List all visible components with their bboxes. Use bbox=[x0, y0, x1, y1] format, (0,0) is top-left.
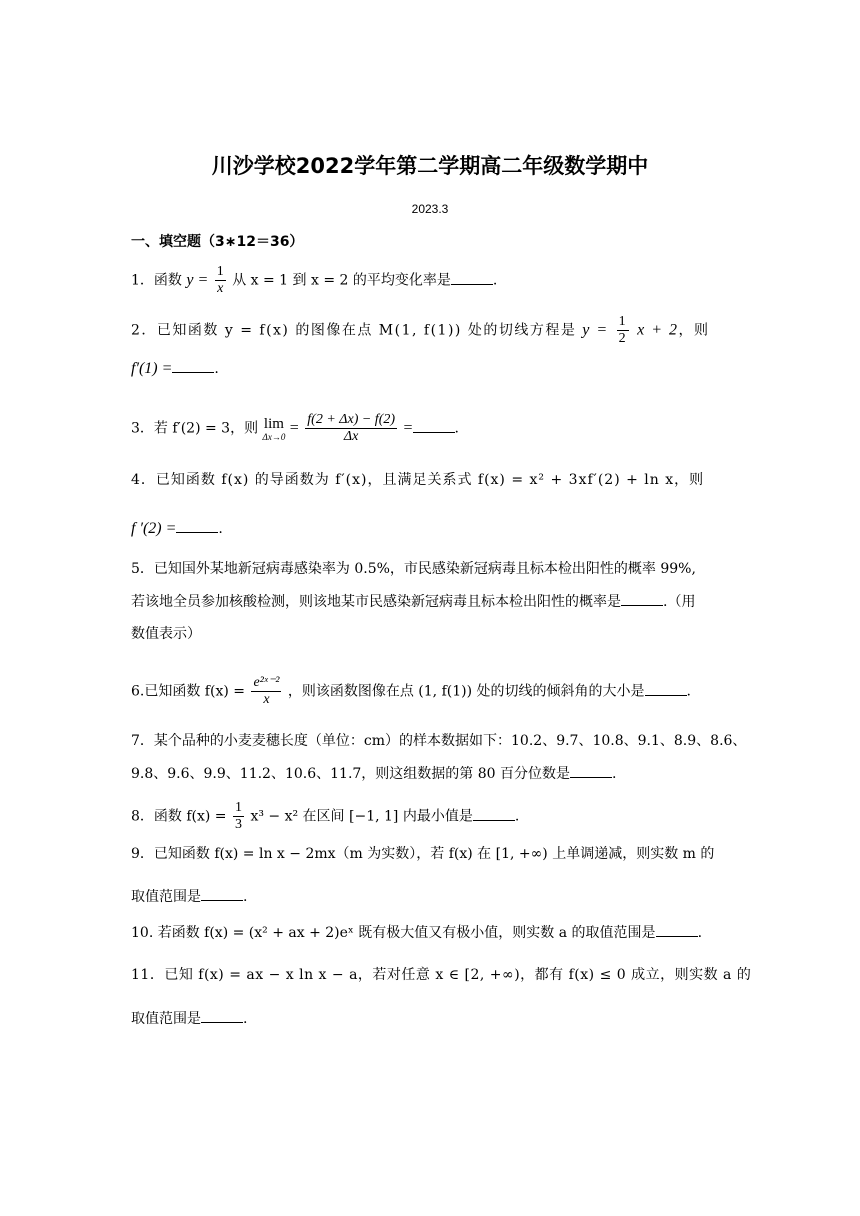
answer-blank[interactable] bbox=[413, 418, 455, 433]
q8-end: . bbox=[514, 808, 520, 825]
answer-blank[interactable] bbox=[176, 518, 218, 533]
question-5-line-2 bbox=[131, 591, 695, 612]
question-5 bbox=[131, 559, 696, 579]
q6-fraction bbox=[251, 675, 281, 708]
q2-tail: ，则 bbox=[678, 322, 710, 339]
question-11 bbox=[131, 965, 751, 985]
q1-denominator: x bbox=[215, 280, 226, 297]
q8-fraction bbox=[233, 800, 244, 833]
q1-fraction bbox=[215, 264, 226, 297]
q3-denominator: Δx bbox=[305, 428, 397, 445]
question-1 bbox=[131, 264, 497, 297]
question-3 bbox=[131, 412, 459, 445]
q7-line2: 9.8、9.6、9.9、11.2、10.6、11.7，则这组数据的第 80 百分位数是 bbox=[131, 766, 571, 782]
q2-eq-left: y = bbox=[582, 321, 609, 339]
q5-line1: 5．已知国外某地新冠病毒感染率为 0.5%，市民感染新冠病毒且标本检出阳性的概率 99%, bbox=[131, 561, 696, 577]
answer-blank[interactable] bbox=[473, 806, 515, 821]
q3-prefix: 3．若 f′(2) = 3，则 bbox=[131, 420, 259, 437]
q3-lim-word: lim bbox=[263, 415, 284, 432]
exam-date: 2023.3 bbox=[411, 202, 449, 216]
q2-end: . bbox=[214, 361, 219, 377]
answer-blank[interactable] bbox=[451, 270, 493, 285]
q6-end: . bbox=[686, 683, 691, 700]
q1-end: . bbox=[492, 272, 498, 289]
q1-prefix: 1．函数 bbox=[131, 272, 182, 289]
q11-end: . bbox=[243, 1011, 248, 1027]
question-9 bbox=[131, 844, 714, 864]
question-4 bbox=[131, 470, 704, 490]
q3-end: . bbox=[454, 420, 459, 437]
q10-line1: 10. 若函数 f(x) = (x² + ax + 2)eˣ 既有极大值又有极小值，则实数 a 的取值范围是 bbox=[131, 925, 656, 941]
q3-lim-sub: Δx→0 bbox=[262, 431, 286, 442]
q11-line1: 11．已知 f(x) = ax − x ln x − a，若对任意 x ∈ [2, +∞)，都有 f(x) ≤ 0 成立，则实数 a 的 bbox=[131, 967, 752, 983]
question-2-line-2 bbox=[131, 358, 219, 379]
answer-blank[interactable] bbox=[621, 591, 663, 606]
q9-end: . bbox=[243, 889, 248, 905]
q3-equals-1: = bbox=[289, 419, 299, 437]
answer-blank[interactable] bbox=[201, 1008, 243, 1023]
q6-text: ，则该函数图像在点 (1, f(1)) 处的切线的倾斜角的大小是 bbox=[287, 683, 645, 700]
question-10 bbox=[131, 922, 702, 943]
question-7 bbox=[131, 731, 746, 751]
answer-blank[interactable] bbox=[201, 886, 243, 901]
question-6 bbox=[131, 675, 691, 708]
question-2 bbox=[131, 314, 731, 347]
q11-line2: 取值范围是 bbox=[131, 1011, 201, 1027]
q9-line1: 9．已知函数 f(x) = ln x − 2mx（m 为实数），若 f(x) 在 [1, +∞) 上单调递减，则实数 m 的 bbox=[131, 846, 715, 862]
section-heading: 一、填空题（3∗12＝36） bbox=[131, 234, 304, 250]
q5-line2-end: .（用 bbox=[663, 594, 696, 610]
answer-blank[interactable] bbox=[570, 763, 612, 778]
q2-fraction bbox=[617, 314, 630, 347]
q2-denominator: 2 bbox=[618, 331, 628, 346]
q2-numerator: 1 bbox=[618, 314, 628, 329]
question-8 bbox=[131, 800, 519, 833]
question-5-line-3 bbox=[131, 624, 201, 644]
q5-line3: 数值表示） bbox=[131, 626, 201, 642]
q1-text: 从 x = 1 到 x = 2 的平均变化率是 bbox=[232, 272, 451, 289]
q6-numerator: e²ˣ⁻² bbox=[253, 675, 280, 690]
q9-line2: 取值范围是 bbox=[131, 889, 201, 905]
q4-end: . bbox=[218, 521, 223, 537]
answer-blank[interactable] bbox=[645, 681, 687, 696]
q3-fraction bbox=[305, 412, 397, 445]
q4-line1: 4．已知函数 f(x) 的导函数为 f′(x)，且满足关系式 f(x) = x² + 3xf′(2) + ln x，则 bbox=[131, 472, 705, 488]
q3-equals-2: = bbox=[403, 419, 413, 437]
question-4-line-2 bbox=[131, 518, 223, 539]
question-7-line-2 bbox=[131, 763, 616, 784]
q3-limit bbox=[263, 416, 286, 442]
q8-numerator: 1 bbox=[235, 800, 242, 815]
answer-blank[interactable] bbox=[656, 922, 698, 937]
page-title: 川沙学校2022学年第二学期高二年级数学期中 bbox=[211, 154, 649, 178]
q8-denominator: 3 bbox=[235, 817, 242, 832]
q8-prefix: 8．函数 f(x) = bbox=[131, 808, 227, 825]
question-9-line-2 bbox=[131, 886, 247, 907]
q6-denominator: x bbox=[251, 691, 281, 708]
question-11-line-2 bbox=[131, 1008, 247, 1029]
q2-prefix: 2．已知函数 y = f(x) 的图像在点 M(1, f(1)) 处的切线方程是 bbox=[131, 322, 577, 339]
q4-line2: f ′(2) = bbox=[131, 520, 177, 537]
q7-line1: 7．某个品种的小麦麦穗长度（单位：cm）的样本数据如下：10.2、9.7、10.8、9.1、8.9、8.6、 bbox=[131, 733, 747, 749]
q5-line2: 若该地全员参加核酸检测，则该地某市民感染新冠病毒且标本检出阳性的概率是 bbox=[131, 594, 621, 610]
q10-end: . bbox=[697, 925, 703, 941]
q2-eq-right: x + 2 bbox=[637, 321, 679, 339]
q2-line2: f′(1) = bbox=[131, 360, 173, 377]
q8-text: x³ − x² 在区间 [−1, 1] 内最小值是 bbox=[250, 808, 473, 825]
q1-func: y = bbox=[186, 271, 209, 289]
q3-numerator: f(2 + Δx) − f(2) bbox=[307, 412, 396, 427]
q7-end: . bbox=[612, 766, 617, 782]
q1-numerator: 1 bbox=[216, 264, 224, 279]
q6-prefix: 6.已知函数 f(x) = bbox=[131, 683, 245, 700]
answer-blank[interactable] bbox=[172, 358, 214, 373]
